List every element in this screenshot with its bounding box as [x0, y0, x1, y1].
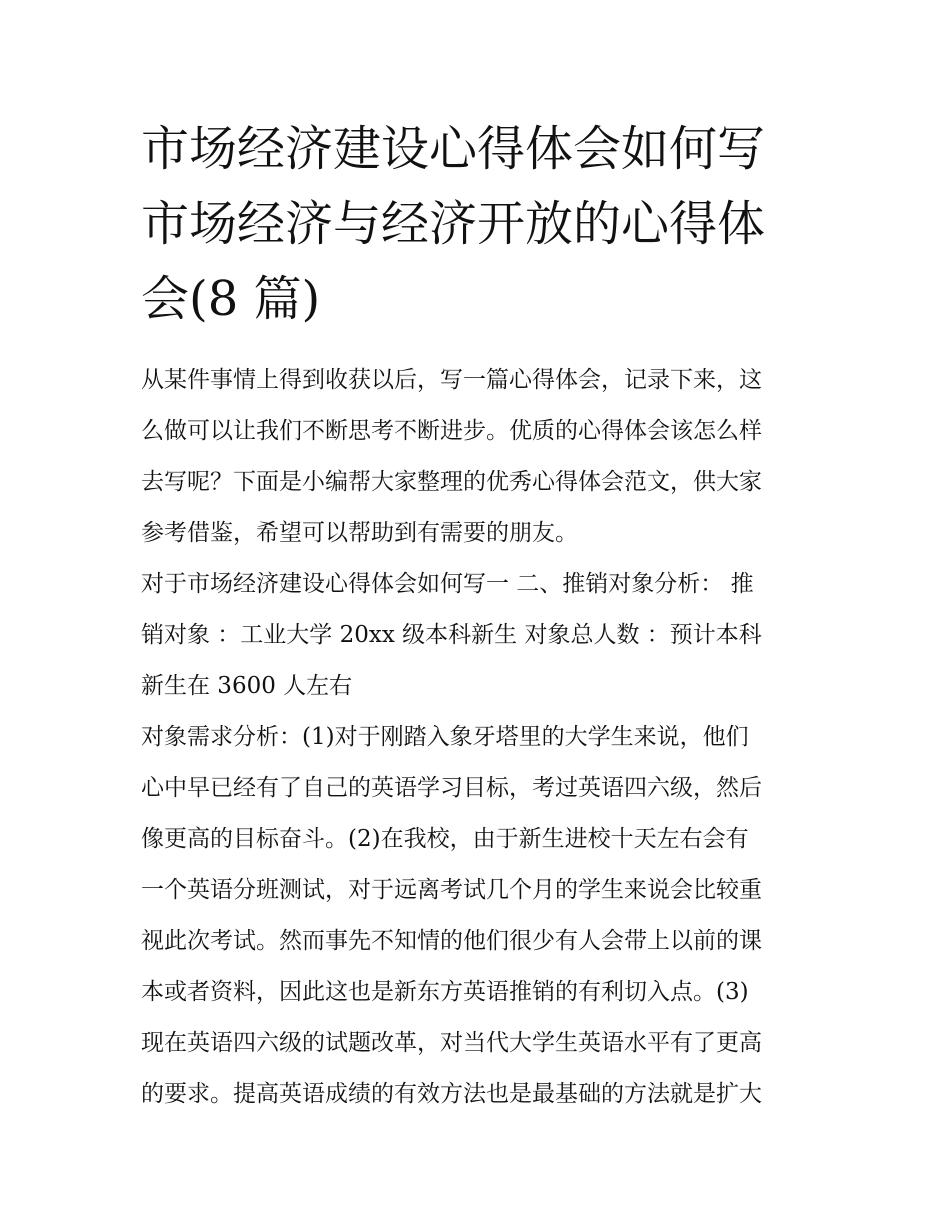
paragraph-target-analysis	[141, 559, 821, 712]
text-line: 视此次考试。然而事先不知情的他们很少有人会带上以前的课	[141, 928, 762, 954]
title-line: 市场经济建设心得体会如何写	[141, 121, 766, 177]
text-line: 的要求。提高英语成绩的有效方法也是最基础的方法就是扩大	[141, 1081, 762, 1107]
document-body	[141, 355, 821, 1120]
text-line: 现在英语四六级的试题改革，对当代大学生英语水平有了更高	[141, 1030, 762, 1056]
title-line: 市场经济与经济开放的心得体	[141, 196, 766, 252]
text-line: 销对象 ：工业大学 20xx 级本科新生 对象总人数 ：预计本科	[141, 622, 762, 648]
text-line: 参考借鉴，希望可以帮助到有需要的朋友。	[141, 520, 578, 546]
text-line: 么做可以让我们不断思考不断进步。优质的心得体会该怎么样	[141, 418, 762, 444]
text-line: 像更高的目标奋斗。(2)在我校，由于新生进校十天左右会有	[141, 826, 749, 852]
text-line: 心中早已经有了自己的英语学习目标，考过英语四六级，然后	[141, 775, 762, 801]
document-title	[141, 112, 821, 337]
text-line: 本或者资料，因此这也是新东方英语推销的有利切入点。(3)	[141, 979, 749, 1005]
text-line: 对于市场经济建设心得体会如何写一 二、推销对象分析： 推	[141, 571, 754, 597]
text-line: 从某件事情上得到收获以后，写一篇心得体会，记录下来，这	[141, 367, 762, 393]
text-line: 一个英语分班测试，对于远离考试几个月的学生来说会比较重	[141, 877, 762, 903]
paragraph-demand-analysis	[141, 712, 821, 1120]
text-line: 对象需求分析：(1)对于刚踏入象牙塔里的大学生来说，他们	[141, 724, 749, 750]
title-line: 会(8 篇)	[141, 271, 321, 327]
paragraph-intro	[141, 355, 821, 559]
text-line: 新生在 3600 人左右	[141, 673, 353, 699]
text-line: 去写呢？下面是小编帮大家整理的优秀心得体会范文，供大家	[141, 469, 762, 495]
